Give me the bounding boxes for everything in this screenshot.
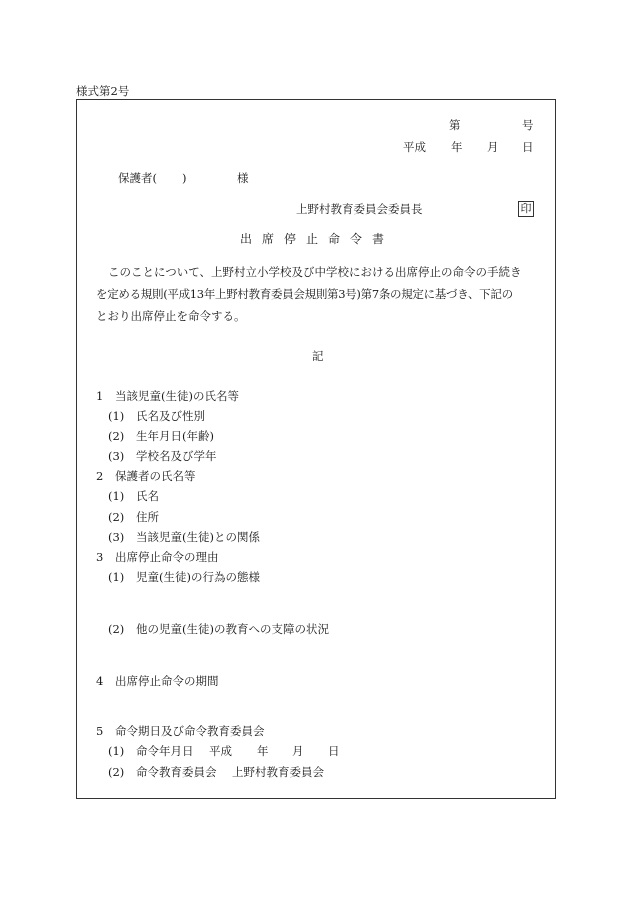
order-date-year: 年 <box>257 744 269 758</box>
item-number: (2) <box>108 765 125 779</box>
section-number: 2 <box>96 469 104 483</box>
item-number: (3) <box>108 530 125 544</box>
section-title: 命令期日及び命令教育委員会 <box>115 724 265 738</box>
date-year: 年 <box>451 140 463 154</box>
title-char: 止 <box>306 232 319 246</box>
order-date-era: 平成 <box>209 744 232 758</box>
guardian-label: 保護者( <box>118 171 157 185</box>
item-number: (1) <box>108 489 125 503</box>
seal-mark: 印 <box>518 201 534 217</box>
section-number: 3 <box>96 550 104 564</box>
title-char: 出 <box>240 232 253 246</box>
body-line: とおり出席停止を命令する。 <box>96 309 246 323</box>
guardian-close-paren: ) <box>182 171 187 185</box>
section-title: 保護者の氏名等 <box>115 469 196 483</box>
number-suffix: 号 <box>522 118 534 132</box>
section-number: 1 <box>96 389 104 403</box>
item-number: (2) <box>108 429 125 443</box>
item-text: 氏名 <box>136 489 159 503</box>
body-line: を定める規則(平成13年上野村教育委員会規則第3号)第7条の規定に基づき、下記の <box>96 287 513 301</box>
item-text: 当該児童(生徒)との関係 <box>136 530 260 544</box>
date-era: 平成 <box>403 140 426 154</box>
section-title: 当該児童(生徒)の氏名等 <box>115 389 239 403</box>
title-char: 席 <box>262 232 275 246</box>
honorific: 様 <box>237 171 249 185</box>
section-number: 5 <box>96 724 104 738</box>
item-number: (2) <box>108 622 125 636</box>
section-title: 出席停止命令の理由 <box>115 550 219 564</box>
item-text: 学校名及び学年 <box>136 449 217 463</box>
title-char: 令 <box>350 232 363 246</box>
title-char: 停 <box>284 232 297 246</box>
item-number: (1) <box>108 409 125 423</box>
item-text: 住所 <box>136 510 159 524</box>
item-text: 氏名及び性別 <box>136 409 205 423</box>
body-line: このことについて、上野村立小学校及び中学校における出席停止の命令の手続き <box>108 265 522 279</box>
order-date-month: 月 <box>292 744 304 758</box>
section-title: 出席停止命令の期間 <box>115 674 219 688</box>
item-text: 生年月日(年齢) <box>136 429 214 443</box>
issuer-name: 上野村教育委員会委員長 <box>296 202 423 216</box>
date-month: 月 <box>487 140 499 154</box>
board-name: 上野村教育委員会 <box>232 765 324 779</box>
order-date-day: 日 <box>328 744 340 758</box>
ki-heading: 記 <box>312 349 324 363</box>
item-text: 児童(生徒)の行為の態様 <box>136 570 260 584</box>
date-day: 日 <box>522 140 534 154</box>
item-text: 命令教育委員会 <box>136 765 217 779</box>
item-number: (2) <box>108 510 125 524</box>
title-char: 書 <box>372 232 385 246</box>
form-number: 様式第2号 <box>76 84 130 98</box>
item-text: 命令年月日 <box>136 744 194 758</box>
title-char: 命 <box>328 232 341 246</box>
item-number: (1) <box>108 570 125 584</box>
item-number: (3) <box>108 449 125 463</box>
item-number: (1) <box>108 744 125 758</box>
section-number: 4 <box>96 674 104 688</box>
item-text: 他の児童(生徒)の教育への支障の状況 <box>136 622 329 636</box>
number-prefix: 第 <box>449 118 461 132</box>
